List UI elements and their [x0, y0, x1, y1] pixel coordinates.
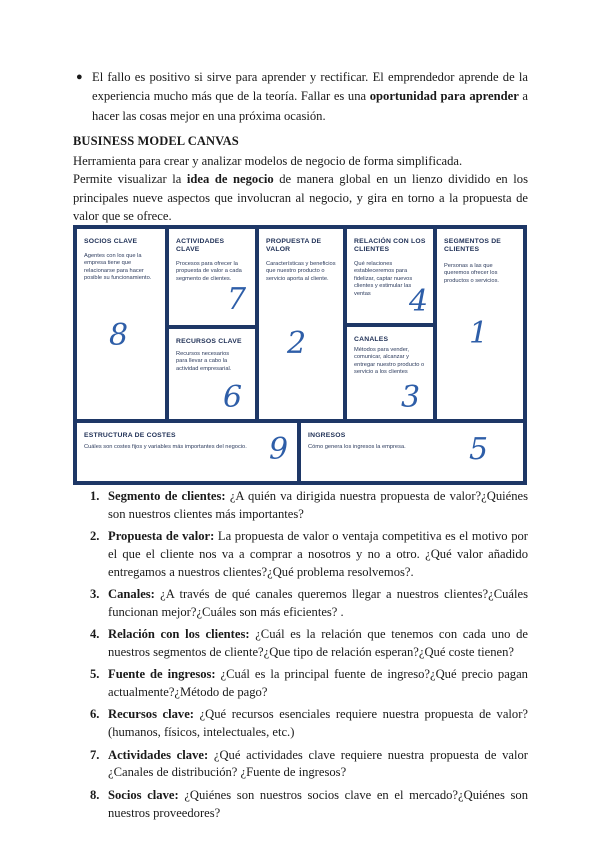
- item-text: La propuesta de valor o ventaja competitiva es el motivo por el que el cliente nos va a comprar a nosotros y no a otro. ¿Qué valor añadido entregamos a nuestros clientes?¿Qué problema resolvemos?.: [108, 529, 528, 579]
- list-item: [86, 528, 528, 582]
- list-item: [86, 787, 528, 823]
- cell-number: 8: [109, 318, 129, 353]
- cell-title: RELACIÓN CON LOS CLIENTES: [354, 238, 426, 254]
- cell-title: RECURSOS CLAVE: [176, 338, 242, 345]
- cell-actividades-clave: [169, 229, 255, 325]
- item-term: Propuesta de valor:: [108, 529, 215, 544]
- item-term: Actividades clave:: [108, 747, 209, 762]
- cell-title: INGRESOS: [308, 432, 346, 439]
- item-number: 5.: [90, 667, 100, 682]
- list-item: [86, 666, 528, 702]
- item-term: Canales:: [108, 587, 155, 602]
- cell-desc: Recursos necesarios para llevar a cabo la actividad empresarial.: [176, 351, 232, 372]
- list-item: [86, 747, 528, 783]
- item-text: ¿A través de qué canales queremos llegar a nuestros clientes?¿Cuáles funcionan mejor?¿Cuáles son más eficientes? .: [108, 587, 528, 620]
- intro-text: [73, 152, 528, 226]
- cell-relacion-clientes: [347, 229, 433, 323]
- cell-desc: Qué relaciones estableceremos para fidelizar, captar nuevos clientes y estimular las ventas: [354, 261, 413, 297]
- item-number: 2.: [90, 529, 100, 544]
- cell-segmentos-clientes: [437, 229, 523, 419]
- item-number: 3.: [90, 587, 100, 602]
- intro-paragraph-2: [73, 170, 528, 225]
- cell-estructura-costes: [77, 423, 297, 481]
- cell-number: 6: [223, 380, 243, 415]
- bullet-text-after: a hacer las cosas mejor en una próxima ocasión.: [92, 89, 528, 123]
- cell-number: 9: [269, 432, 289, 467]
- cell-title: SEGMENTOS DE CLIENTES: [444, 238, 502, 254]
- cell-title: CANALES: [354, 336, 389, 343]
- bullet-bold: oportunidad para aprender: [369, 89, 519, 104]
- cell-desc: Agentes con los que la empresa tiene que relacionarse para hacer posible su funcionamiento.: [84, 253, 152, 282]
- item-number: 1.: [90, 489, 100, 503]
- list-item: [86, 706, 528, 742]
- cell-desc: Características y beneficios que nuestro producto o servicio aporta al cliente.: [266, 261, 336, 282]
- item-term: Segmento de clientes:: [108, 489, 226, 503]
- intro-p2-after: de manera global en un lienzo dividido en los principales nueve aspectos que involucran al negocio, y gira en torno a la propuesta de valor que se ofrece.: [73, 172, 528, 224]
- cell-socios-clave: [77, 229, 165, 419]
- cell-canales: [347, 327, 433, 419]
- item-number: 7.: [90, 747, 100, 762]
- item-text: ¿A quién va dirigida nuestra propuesta de valor?¿Quiénes son nuestros clientes más importantes?: [108, 489, 528, 521]
- cell-desc: Personas a las que queremos ofrecer los productos o servicios.: [444, 263, 500, 284]
- cell-number: 1: [469, 316, 489, 351]
- list-item: [86, 488, 528, 524]
- intro-p2-bold: idea de negocio: [186, 172, 274, 187]
- cell-title: ACTIVIDADES CLAVE: [176, 238, 225, 254]
- cell-propuesta-valor: [259, 229, 343, 419]
- item-term: Relación con los clientes:: [108, 627, 250, 642]
- cell-number: 4: [409, 284, 429, 319]
- cell-ingresos: [301, 423, 523, 481]
- item-number: 8.: [90, 787, 100, 802]
- cell-recursos-clave: [169, 329, 255, 419]
- bullet-paragraph: [76, 68, 528, 126]
- cell-title: PROPUESTA DE VALOR: [266, 238, 322, 254]
- list-item: [86, 626, 528, 662]
- cell-desc: Cuáles son costes fijos y variables más importantes del negocio.: [84, 444, 247, 450]
- item-text: ¿Cuál es la principal fuente de ingreso?¿Qué precio pagan actualmente?¿Método de pago?: [108, 667, 528, 700]
- item-text: ¿Qué actividades clave requiere nuestra propuesta de valor ¿Canales de distribución? ¿Fuente de ingresos?: [108, 747, 528, 780]
- intro-line-1: Herramienta para crear y analizar modelos de negocio de forma simplificada.: [73, 154, 463, 168]
- cell-number: 3: [401, 380, 421, 415]
- cell-number: 7: [227, 282, 247, 317]
- cell-title: SOCIOS CLAVE: [84, 238, 138, 245]
- item-number: 6.: [90, 707, 100, 722]
- cell-number: 5: [469, 432, 489, 467]
- item-text: ¿Quiénes son nuestros socios clave en el mercado?¿Quiénes son nuestros proveedores?: [108, 787, 529, 820]
- section-title: BUSINESS MODEL CANVAS: [73, 134, 239, 148]
- cell-desc: Procesos para ofrecer la propuesta de valor a cada segmento de clientes.: [176, 261, 242, 282]
- cell-desc: Cómo genera los ingresos la empresa.: [308, 444, 406, 450]
- cell-title: ESTRUCTURA DE COSTES: [84, 432, 176, 439]
- canvas-questions-list: [86, 488, 528, 827]
- item-term: Recursos clave:: [108, 707, 194, 722]
- cell-number: 2: [287, 326, 307, 361]
- list-item: [86, 586, 528, 622]
- intro-p2-before: Permite visualizar la: [73, 172, 187, 187]
- item-text: ¿Cuál es la relación que tenemos con cada uno de nuestros segmentos de cliente?¿Que tipo de relación esperan?¿Qué coste tienen?: [108, 627, 528, 660]
- bullet-dot-icon: ●: [76, 71, 83, 83]
- item-term: Socios clave:: [108, 787, 179, 802]
- item-number: 4.: [90, 627, 100, 642]
- item-term: Fuente de ingresos:: [108, 667, 216, 682]
- cell-desc: Métodos para vender, comunicar, alcanzar y entregar nuestro producto o servicio a los clientes: [354, 347, 425, 376]
- item-text: ¿Qué recursos esenciales requiere nuestra propuesta de valor? (humanos, físicos, intelectuales, etc.): [108, 707, 528, 740]
- business-model-canvas: [73, 225, 527, 485]
- bullet-text-before: El fallo es positivo si sirve para aprender y rectificar. El emprendedor aprende de la experiencia mucho más que de la teoría. Fallar es una: [92, 70, 528, 104]
